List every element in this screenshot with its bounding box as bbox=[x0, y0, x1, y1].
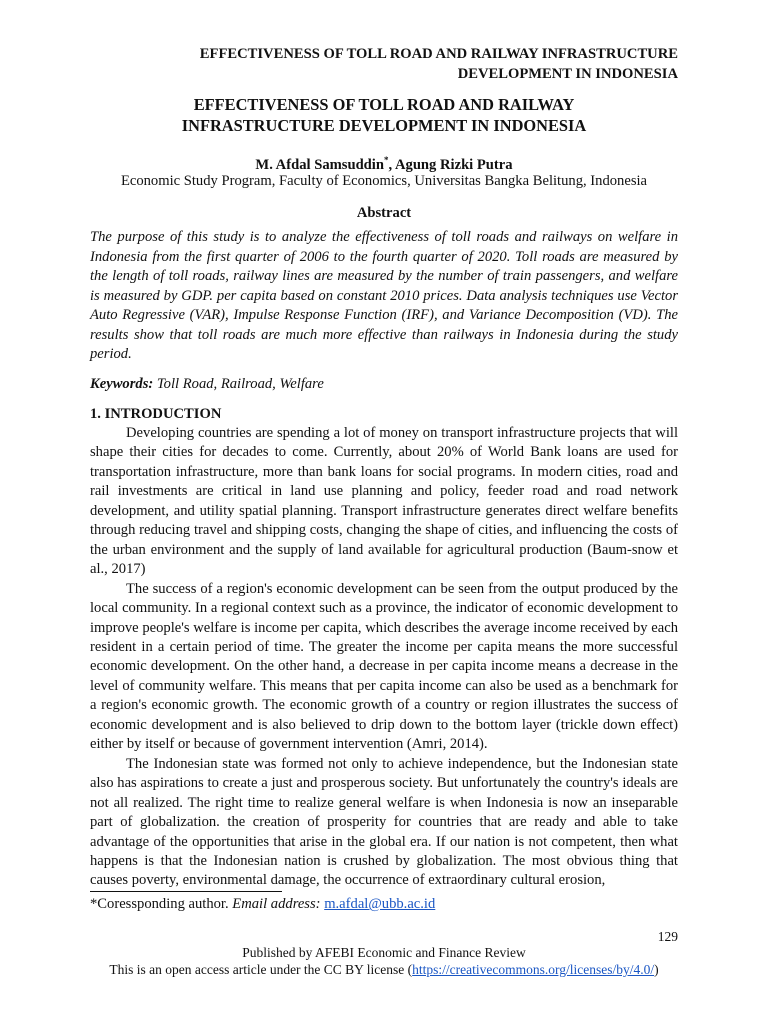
footnote bbox=[90, 894, 678, 914]
license-line bbox=[0, 961, 768, 979]
corresponding-author-mark: * bbox=[383, 155, 389, 165]
introduction-body bbox=[90, 424, 678, 891]
running-head-line1: EFFECTIVENESS OF TOLL ROAD AND RAILWAY INFRASTRUCTURE bbox=[199, 46, 678, 62]
running-head-line2: DEVELOPMENT IN INDONESIA bbox=[457, 66, 678, 82]
page-number: 129 bbox=[657, 929, 678, 944]
author-2: Agung Rizki Putra bbox=[394, 156, 513, 173]
email-link[interactable]: m.afdal@ubb.ac.id bbox=[324, 896, 436, 912]
abstract-text: The purpose of this study is to analyze the effectiveness of toll roads and railways on welfare in Indonesia from the first quarter of 2006 to the fourth quarter of 2020. Toll roads are measured by the length of toll roads, railway lines are measured by the number of train passengers, and welfare is measured by GDP. per capita based on constant 2010 prices. Data analysis techniques use Vector Auto Regressive (VAR), Impulse Response Function (IRF), and Variance Decomposition (VD). The results show that toll roads are much more effective than railways in Indonesia during the study period. bbox=[90, 229, 678, 362]
paragraph: Developing countries are spending a lot of money on transport infrastructure projects that will shape their cities for decades to come. Currently, about 20% of World Bank loans are used for transportation infrastructure, more than bank loans for social programs. In modern cities, road and rail investments are critical in land use planning and policy, feeder road and road network development, and utility spatial planning. Transport infrastructure generates direct welfare benefits through reducing travel and shipping costs, changing the shape of cities, and influencing the costs of the urban environment and the supply of land available for agricultural production (Baum-snow et al., 2017) bbox=[90, 425, 678, 578]
paper-title-line2: INFRASTRUCTURE DEVELOPMENT IN INDONESIA bbox=[181, 116, 587, 135]
keywords-text: Toll Road, Railroad, Welfare bbox=[153, 376, 324, 392]
footnote-email-label: Email address: bbox=[232, 896, 321, 912]
paper-title bbox=[90, 94, 678, 136]
affiliation: Economic Study Program, Faculty of Economics, Universitas Bangka Belitung, Indonesia bbox=[120, 173, 648, 189]
paper-title-line1: EFFECTIVENESS OF TOLL ROAD AND RAILWAY bbox=[193, 95, 575, 114]
license-link[interactable]: https://creativecommons.org/licenses/by/4.0/ bbox=[412, 962, 655, 977]
running-head bbox=[118, 44, 678, 84]
abstract-heading: Abstract bbox=[356, 205, 412, 221]
paragraph: The Indonesian state was formed not only to achieve independence, but the Indonesian state also has aspirations to create a just and prosperous society. But unfortunately the country's ideals are not all realized. The right time to realize general welfare is when Indonesia is now an inseparable part of globalization. the creation of prosperity for countries that are ready and able to take advantage of the opportunities that arise in the global era. If our nation is not competent, then what happens is that the Indonesian nation is crushed by globalization. The most obvious thing that causes poverty, environmental damage, the occurrence of extraordinary cultural erosion, bbox=[90, 755, 678, 889]
footnote-prefix: *Coressponding author. bbox=[90, 896, 233, 912]
keywords bbox=[90, 374, 678, 394]
author-1: M. Afdal Samsuddin bbox=[255, 156, 384, 173]
section-heading-introduction: 1. INTRODUCTION bbox=[90, 406, 222, 422]
license-suffix: ) bbox=[654, 962, 659, 977]
author-separator: , bbox=[388, 156, 395, 173]
license-prefix: This is an open access article under the CC BY license ( bbox=[109, 962, 413, 977]
keywords-label: Keywords: bbox=[90, 376, 154, 392]
footnote-divider bbox=[90, 891, 282, 892]
paragraph: The success of a region's economic development can be seen from the output produced by the local community. In a regional context such as a province, the indicator of economic development to improve people's welfare is income per capita, which describes the average income received by each resident in a certain period of time. The greater the income per capita means the more successful economic development. On the other hand, a decrease in per capita income means a decrease in the level of community welfare. This means that per capita income can also be used as a benchmark for a region's economic growth. The economic growth of a country or region illustrates the success of economic development and is also believed to drip down to the bottom layer (trickle down effect) either by itself or because of government intervention (Amri, 2014). bbox=[90, 580, 678, 753]
publisher-line: Published by AFEBI Economic and Finance Review bbox=[242, 945, 526, 960]
